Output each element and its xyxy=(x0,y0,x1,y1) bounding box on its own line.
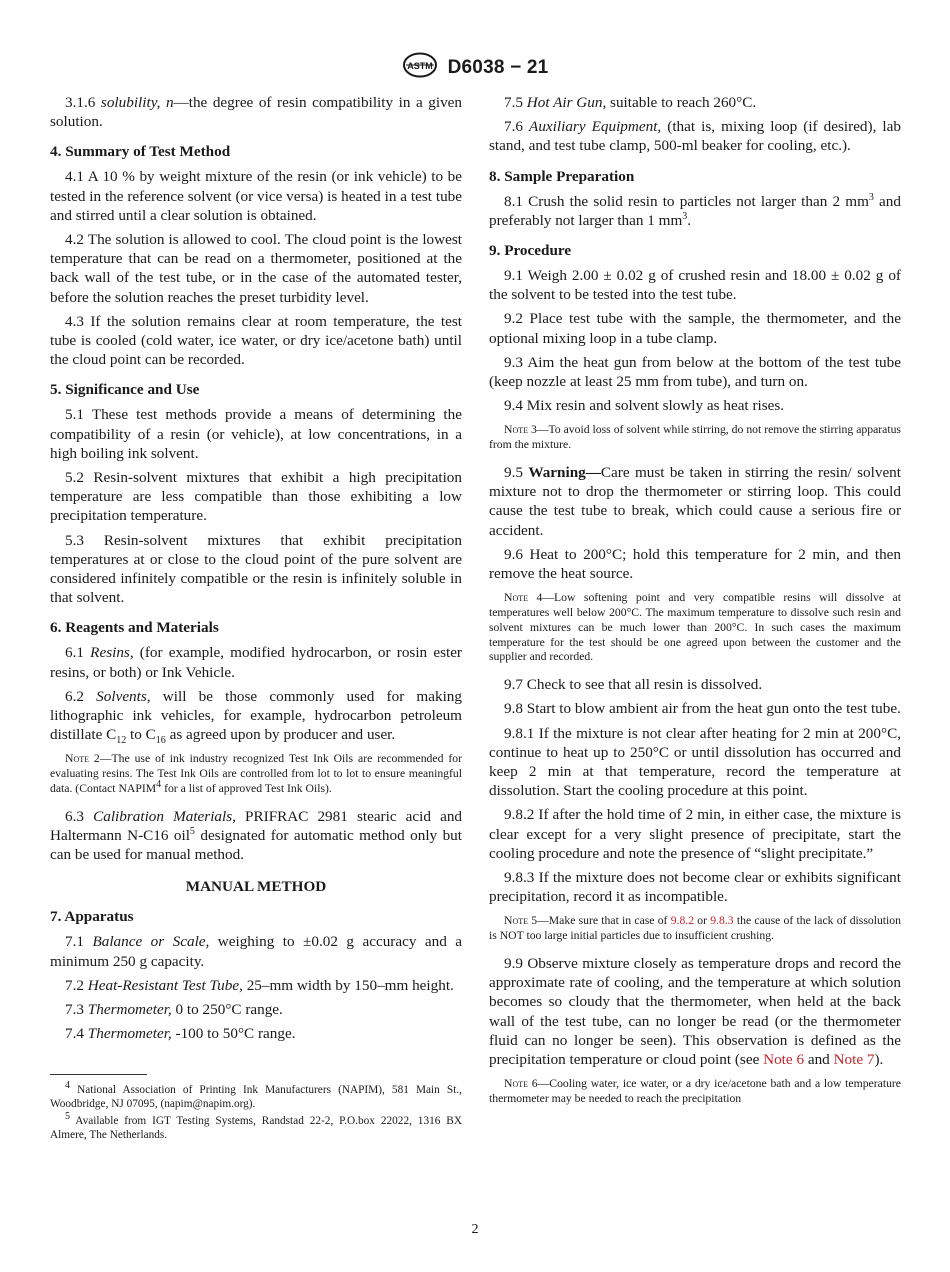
svg-text:ASTM: ASTM xyxy=(406,61,433,71)
footnote-4: $^4$ National Association of Printing Ink Manufacturers (NAPIM), 581 Main St., Woodbridge, NJ 07095, (napim@napim.org). xyxy=(50,1079,462,1110)
paragraph-5-2: 5.2 Resin-solvent mixtures that exhibit a high precipitation temperature are less compatible than those exhibiting a low precipitation temperature. xyxy=(50,469,462,525)
note-4: Note 4—Low softening point and very compatible resins will dissolve at temperatures well below 200°C. The maximum temperature to dissolve such resin and solvent mixtures can be much lower than 200°C. In such cases the maximum temperature for the test should be one agreed upon between the customer and the supplier and recorded. xyxy=(489,591,901,664)
section-9-heading: 9. Procedure xyxy=(489,242,572,260)
section-5-heading: 5. Significance and Use xyxy=(50,381,200,399)
paragraph-9-2: 9.2 Place test tube with the sample, the thermometer, and the optional mixing loop in a tube clamp. xyxy=(489,310,901,347)
paragraph-7-4: 7.4 Thermometer, -100 to 50°C range. xyxy=(65,1025,296,1043)
paragraph-6-1: 6.1 Resins, (for example, modified hydrocarbon, or rosin ester resins, or both) or Ink Vehicle. xyxy=(50,644,462,681)
paragraph-7-1: 7.1 Balance or Scale, weighing to ±0.02 g accuracy and a minimum 250 g capacity. xyxy=(50,933,463,970)
footnote-divider xyxy=(50,1074,147,1075)
paragraph-6-3: 6.3 Calibration Materials, PRIFRAC 2981 stearic acid and Haltermann N-C16 oil$^5$ designated for automatic method only but can be used for manual method. xyxy=(50,807,463,864)
paragraph-9-8-1: 9.8.1 If the mixture is not clear after heating for 2 min at 200°C, continue to heat up to 250°C or until dissolution has occurred and keep 2 min at that temperature, record the temperature at dissolution. Start the cooling procedure at this point. xyxy=(489,724,901,800)
section-8-heading: 8. Sample Preparation xyxy=(489,167,635,185)
page-number: 2 xyxy=(471,1222,479,1237)
paragraph-7-2: 7.2 Heat-Resistant Test Tube, 25–mm width by 150–mm height. xyxy=(65,976,454,994)
paragraph-9-3: 9.3 Aim the heat gun from below at the bottom of the test tube (keep nozzle at least 25 mm from tube), and turn on. xyxy=(489,353,901,391)
right-column xyxy=(489,93,901,1117)
paragraph-9-8: 9.8 Start to blow ambient air from the heat gun onto the test tube. xyxy=(504,700,901,718)
paragraph-9-7: 9.7 Check to see that all resin is dissolved. xyxy=(504,676,763,694)
paragraph-9-6: 9.6 Heat to 200°C; hold this temperature for 2 min, and then remove the heat source. xyxy=(489,545,901,583)
paragraph-9-1: 9.1 Weigh 2.00 ± 0.02 g of crushed resin and 18.00 ± 0.02 g of the solvent to be tested into the test tube. xyxy=(489,267,901,304)
paragraph-7-5: 7.5 Hot Air Gun, suitable to reach 260°C. xyxy=(504,94,757,111)
astm-logo-icon xyxy=(402,52,438,83)
paragraph-9-5: 9.5 Warning—Care must be taken in stirring the resin/ solvent mixture not to drop the thermometer or stirring loop. This could cause the test tube to break, which could cause a serious fire or accident. xyxy=(489,464,901,539)
section-4-heading: 4. Summary of Test Method xyxy=(50,143,231,161)
paragraph-9-8-2: 9.8.2 If after the hold time of 2 min, in either case, the mixture is clear except for a very slight presence of precipitate, start the cooling procedure and note the presence of “slight precipitate.” xyxy=(489,806,901,862)
paragraph-9-4: 9.4 Mix resin and solvent slowly as heat rises. xyxy=(504,397,785,415)
note-2: Note 2—The use of ink industry recognized Test Ink Oils are recommended for evaluating resins. The Test Ink Oils are controlled from lot to lot to ensure meaningful data. (Contact NAPIM$^4$ for a list of approved Test Ink Oils). xyxy=(50,752,462,796)
manual-method-heading: MANUAL METHOD xyxy=(185,878,327,896)
note-6: Note 6—Cooling water, ice water, or a dry ice/acetone bath and a low temperature thermometer may be needed to reach the precipitation xyxy=(489,1077,901,1106)
link-9-8-3[interactable]: 9.8.3 xyxy=(710,914,734,928)
paragraph-4-1: 4.1 A 10 % by weight mixture of the resin (or ink vehicle) to be tested in the reference solvent (or vice versa) is heated in a test tube and stirred until a clear solution is obtained. xyxy=(50,168,462,224)
link-note-7[interactable]: Note 7 xyxy=(833,1051,875,1069)
paragraph-9-8-3: 9.8.3 If the mixture does not become clear or exhibits significant precipitation, record it as incompatible. xyxy=(489,869,901,906)
section-7-heading: 7. Apparatus xyxy=(50,908,134,926)
note-5: Note 5—Make sure that in case of 9.8.2 or 9.8.3 the cause of the lack of dissolution is NOT too large initial particles due to insufficient crushing. xyxy=(489,914,901,943)
paragraph-9-9: 9.9 Observe mixture closely as temperature drops and record the approximate rate of cooling, and the temperature at which solution becomes so cloudy that the thermometer, when held at the back wall of the test tube, can no longer be read (or the thermometer fluid can no longer be seen). This observation is defined as the precipitation temperature or cloud point (see Note 6 and Note 7). xyxy=(489,955,901,1069)
footnote-5: $^5$ Available from IGT Testing Systems, Randstad 22-2, P.O.box 22022, 1316 BX Almere, The Netherlands. xyxy=(50,1110,462,1141)
paragraph-5-1: 5.1 These test methods provide a means of determining the compatibility of a resin (or vehicle), at low concentrations, in a high boiling ink solvent. xyxy=(50,406,462,462)
paragraph-7-6: 7.6 Auxiliary Equipment, (that is, mixing loop (if desired), lab stand, and test tube clamp, 500-ml beaker for cooling, etc.). xyxy=(489,118,901,155)
paragraph-4-3: 4.3 If the solution remains clear at room temperature, the test tube is cooled (cold water, ice water, or dry ice/acetone bath) until the cloud point can be recorded. xyxy=(50,312,462,369)
paragraph-6-2: 6.2 Solvents, will be those commonly used for making lithographic ink vehicles, for example, hydrocarbon petroleum distillate $C_{12}$ to $C_{16}$ as agreed upon by producer and user. xyxy=(50,687,462,747)
link-note-6[interactable]: Note 6 xyxy=(763,1051,805,1069)
page-header xyxy=(0,52,950,83)
standard-designation: D6038 − 21 xyxy=(447,56,549,78)
paragraph-3-1-6: 3.1.6 solubility, n—the degree of resin compatibility in a given solution. xyxy=(50,94,462,131)
note-3: Note 3—To avoid loss of solvent while stirring, do not remove the stirring apparatus from the mixture. xyxy=(489,423,901,452)
link-9-8-2[interactable]: 9.8.2 xyxy=(670,914,695,928)
section-6-heading: 6. Reagents and Materials xyxy=(50,619,219,637)
paragraph-8-1: 8.1 Crush the solid resin to particles not larger than 2 $mm^3$ and preferably not larger than 1 $mm^3$. xyxy=(489,191,901,229)
paragraph-5-3: 5.3 Resin-solvent mixtures that exhibit precipitation temperatures at or close to the cloud point of the pure solvent are considered infinitely compatible or the resin is infinitely soluble in that solvent. xyxy=(50,531,462,607)
paragraph-7-3: 7.3 Thermometer, 0 to 250°C range. xyxy=(65,1001,283,1019)
paragraph-4-2: 4.2 The solution is allowed to cool. The cloud point is the lowest temperature that can be read on a thermometer, positioned at the back wall of the test tube, or in the case of the automated tester, before the solution reaches the preset turbidity level. xyxy=(50,231,462,306)
left-column xyxy=(50,93,462,1145)
